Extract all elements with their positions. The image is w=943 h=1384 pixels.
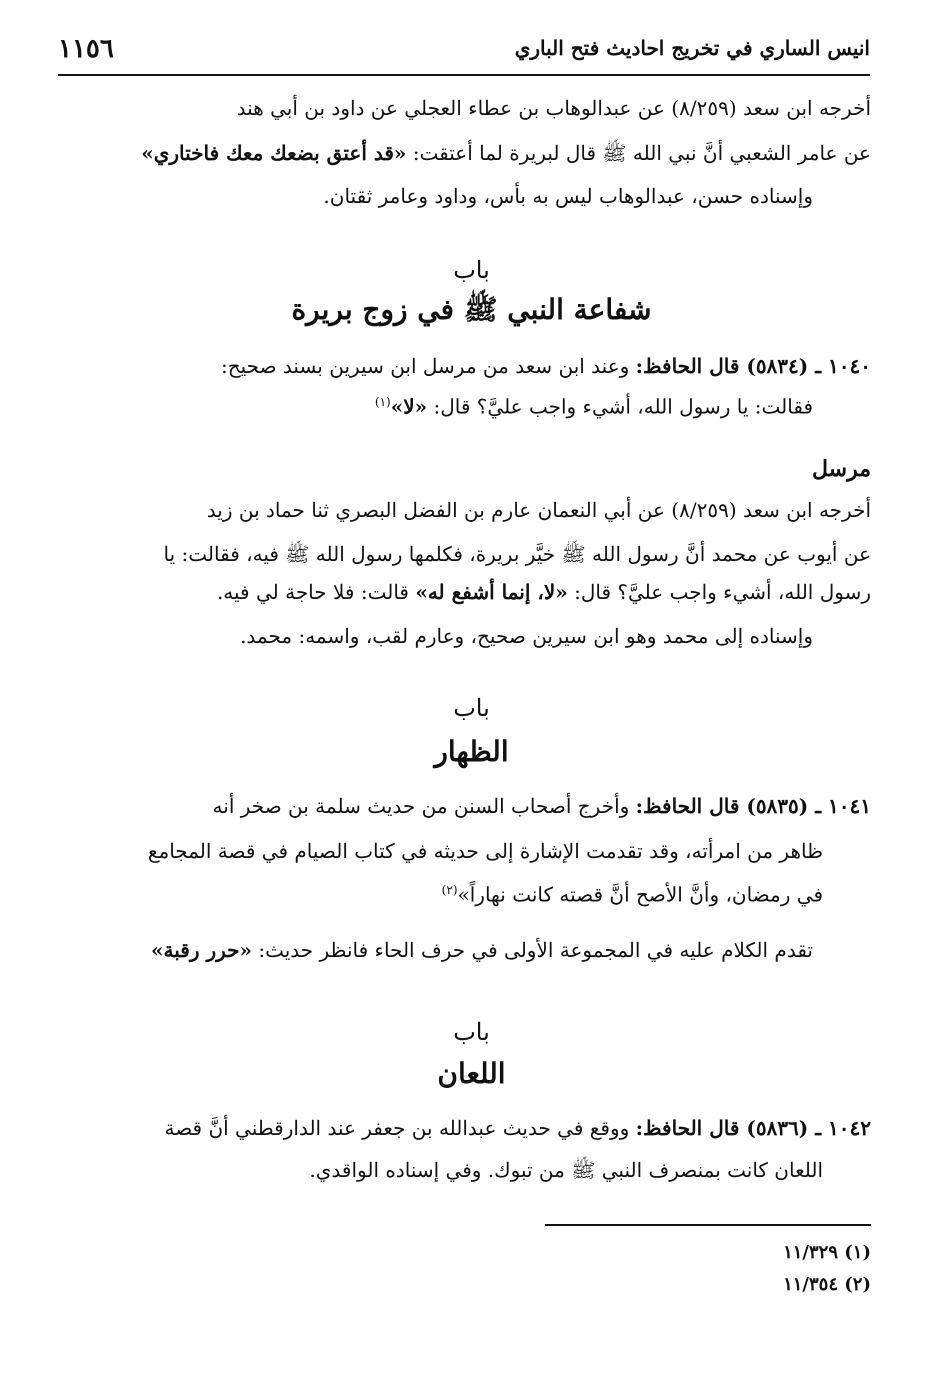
footnote: (٢) ١١/٣٥٤ — [783, 1274, 871, 1295]
section-title: اللعان — [437, 1057, 506, 1090]
hadith-line: ١٠٤٢ ـ (٥٨٣٦) قال الحافظ: ووقع في حديث عبدالله بن جعفر عند الدارقطني أنَّ قصة — [164, 1116, 871, 1140]
hadith-line: ظاهر من امرأته، وقد تقدمت الإشارة إلى حديثه في كتاب الصيام في قصة المجامع — [147, 839, 823, 863]
text-line: وإسناده إلى محمد وهو ابن سيرين صحيح، وعارم لقب، واسمه: محمد. — [240, 624, 813, 648]
page-number: ١١٥٦ — [58, 34, 114, 64]
text-line: أخرجه ابن سعد (٨/٢٥٩) عن أبي النعمان عارم بن الفضل البصري ثنا حماد بن زيد — [206, 498, 871, 522]
footnote: (١) ١١/٣٢٩ — [783, 1242, 871, 1263]
hadith-line: في رمضان، وأنَّ الأصح أنَّ قصته كانت نهاراً»$^{(٢)}$ — [441, 882, 823, 907]
text-line: عن عامر الشعبي أنَّ نبي الله ﷺ قال لبريرة لما أعتقت: «قد أعتق بضعك معك فاختاري» — [141, 141, 871, 165]
hadith-line: فقالت: يا رسول الله، أشيء واجب عليَّ؟ قال: «لا»$^{(١)}$ — [374, 394, 813, 419]
text-line: عن أيوب عن محمد أنَّ رسول الله ﷺ خيَّر بريرة، فكلمها رسول الله ﷺ فيه، فقالت: يا — [163, 542, 871, 566]
grade-label: مرسل — [811, 456, 871, 482]
text-line: تقدم الكلام عليه في المجموعة الأولى في حرف الحاء فانظر حديث: «حرر رقبة» — [151, 938, 813, 962]
text-line: أخرجه ابن سعد (٨/٢٥٩) عن عبدالوهاب بن عطاء العجلي عن داود بن أبي هند — [236, 96, 871, 120]
section-title: شفاعة النبي ﷺ في زوج بريرة — [291, 293, 652, 326]
hadith-line: اللعان كانت بمنصرف النبي ﷺ من تبوك. وفي إسناده الواقدي. — [309, 1158, 823, 1182]
section-label: باب — [453, 694, 490, 722]
section-label: باب — [453, 1018, 490, 1046]
section-title: الظهار — [434, 735, 509, 768]
footnote-divider — [545, 1224, 871, 1226]
text-line: رسول الله، أشيء واجب عليَّ؟ قال: «لا، إنما أشفع له» قالت: فلا حاجة لي فيه. — [216, 580, 871, 604]
section-label: باب — [453, 256, 490, 284]
footnote-ref: (١) — [374, 395, 391, 409]
running-title: انيس الساري في تخريج احاديث فتح الباري — [514, 36, 870, 60]
footnote-ref: (٢) — [441, 883, 458, 897]
text-line: وإسناده حسن، عبدالوهاب ليس به بأس، وداود وعامر ثقتان. — [323, 184, 813, 208]
hadith-line: ١٠٤١ ـ (٥٨٣٥) قال الحافظ: وأخرج أصحاب السنن من حديث سلمة بن صخر أنه — [212, 794, 871, 818]
page-header — [58, 30, 870, 76]
hadith-line: ١٠٤٠ ـ (٥٨٣٤) قال الحافظ: وعند ابن سعد من مرسل ابن سيرين بسند صحيح: — [220, 354, 871, 378]
